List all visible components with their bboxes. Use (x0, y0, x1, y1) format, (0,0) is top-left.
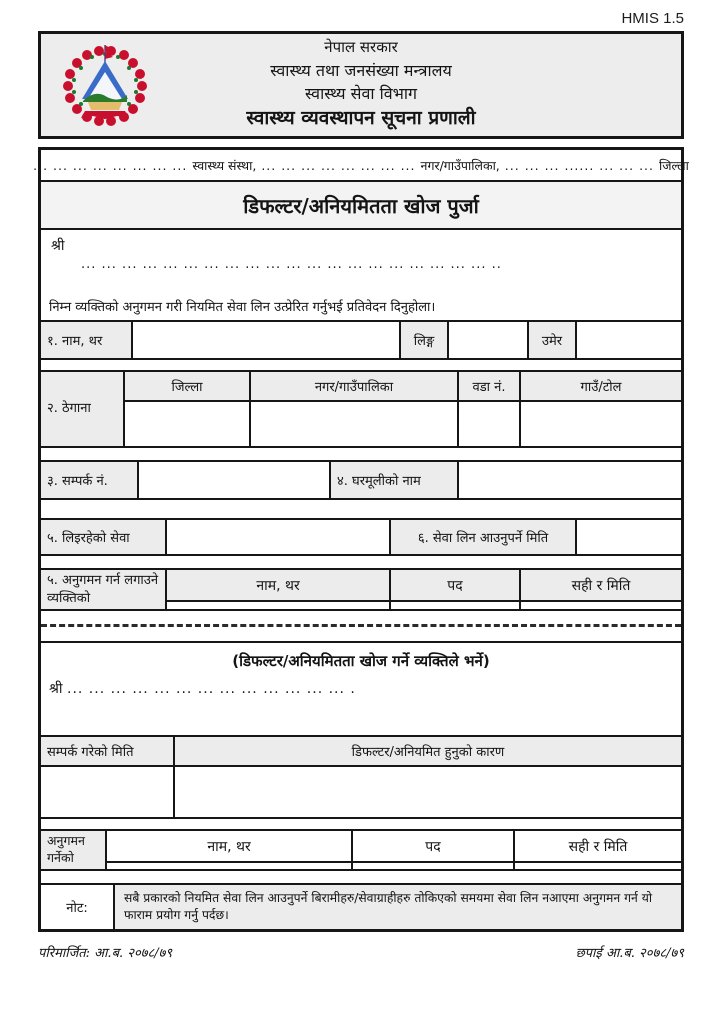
monitor-signature-header: सही र मिति (515, 831, 681, 861)
form-body (33, 147, 689, 932)
contact-number-field[interactable] (139, 462, 331, 498)
assigner-name-header: नाम, थर (167, 570, 391, 600)
footer-revised: परिमार्जित: आ.ब. २०७८/७९ (38, 945, 173, 961)
municipality-blank[interactable]: ... ... ... ... ... ... ... ... (261, 157, 416, 173)
note-row (41, 883, 681, 929)
spacer (41, 871, 681, 883)
address-tole-header: गाउँ/टोल (521, 372, 681, 400)
current-service-label: ५. लिइरहेको सेवा (41, 520, 167, 554)
form-title: डिफल्टर/अनियमितता खोज पुर्जा (41, 182, 681, 230)
page-footer (38, 943, 684, 961)
address-header-row (125, 372, 681, 402)
recipient-name-blank[interactable]: ... ... ... ... ... ... ... ... ... ... ... ... ... ... ... ... ... ... ... ... .. (81, 257, 502, 272)
name-label: १. नाम, थर (41, 322, 133, 358)
recipient-block (41, 230, 681, 322)
household-head-label: ४. घरमूलीको नाम (331, 462, 459, 498)
monitor-position-field[interactable] (353, 863, 515, 869)
address-tole-field[interactable] (521, 402, 681, 446)
monitor-table (41, 829, 681, 871)
assigner-position-field[interactable] (391, 602, 521, 609)
name-field[interactable] (133, 322, 401, 358)
finder-salutation: श्री (49, 681, 63, 698)
doc-code: HMIS 1.5 (621, 10, 684, 27)
address-label: २. ठेगाना (41, 372, 125, 446)
address-input-row (125, 402, 681, 446)
institution-name-blank[interactable]: ... ... ... ... ... ... ... ... (33, 157, 188, 173)
finder-section-heading: (डिफल्टर/अनियमितता खोज गर्ने व्यक्तिले भर्ने) (232, 652, 490, 671)
nepal-emblem-icon (55, 39, 155, 131)
contact-row (41, 460, 681, 500)
finder-section (41, 641, 681, 737)
address-ward-field[interactable] (459, 402, 521, 446)
address-municipality-field[interactable] (251, 402, 459, 446)
assigner-table (41, 568, 681, 611)
contact-number-label: ३. सम्पर्क नं. (41, 462, 139, 498)
finder-salutation-line (49, 679, 681, 698)
assigner-signature-field[interactable] (521, 602, 681, 609)
name-row (41, 322, 681, 360)
contact-result-header-row (41, 737, 681, 765)
reason-label: डिफल्टर/अनियमित हुनुको कारण (175, 737, 681, 765)
spacer (41, 448, 681, 460)
monitoring-instruction: निम्न व्यक्तिको अनुगमन गरी नियमित सेवा लिन उत्प्रेरित गर्नुभई प्रतिवेदन दिनुहोला। (49, 300, 436, 315)
age-field[interactable] (577, 322, 681, 358)
gender-field[interactable] (449, 322, 529, 358)
note-label: नोट: (41, 885, 115, 929)
address-municipality-header: नगर/गाउँपालिका (251, 372, 459, 400)
spacer (41, 360, 681, 370)
footer-printed: छपाई आ.ब. २०७८/७९ (575, 945, 684, 961)
spacer (41, 556, 681, 568)
address-ward-header: वडा नं. (459, 372, 521, 400)
assigner-input-row (167, 602, 681, 609)
assigner-header-row (167, 570, 681, 602)
monitor-label: अनुगमन गर्नेको (41, 831, 107, 869)
letterhead (38, 31, 684, 139)
service-due-date-field[interactable] (577, 520, 681, 554)
municipality-label: नगर/गाउँपालिका, (420, 157, 500, 173)
spacer (41, 819, 681, 829)
reason-field[interactable] (175, 767, 681, 817)
address-district-field[interactable] (125, 402, 251, 446)
contact-date-field[interactable] (41, 767, 175, 817)
department-name: स्वास्थ्य सेवा विभाग (304, 84, 418, 104)
institution-line (33, 150, 689, 182)
gender-label: लिङ्ग (401, 322, 449, 358)
current-service-field[interactable] (167, 520, 391, 554)
household-head-field[interactable] (459, 462, 681, 498)
finder-name-blank[interactable]: ... ... ... ... ... ... ... ... ... ... ... ... ... . (67, 681, 356, 698)
monitor-input-row (107, 863, 681, 869)
contact-date-label: सम्पर्क गरेको मिति (41, 737, 175, 765)
monitor-position-header: पद (353, 831, 515, 861)
address-table (41, 370, 681, 448)
ministry-name: स्वास्थ्य तथा जनसंख्या मन्त्रालय (270, 60, 452, 80)
address-district-header: जिल्ला (125, 372, 251, 400)
govt-name: नेपाल सरकार (324, 38, 398, 57)
district-label: जिल्ला (659, 157, 689, 173)
assigner-label: ५. अनुगमन गर्न लगाउने व्यक्तिको (41, 570, 167, 609)
system-title: स्वास्थ्य व्यवस्थापन सूचना प्रणाली (246, 107, 476, 130)
monitor-name-field[interactable] (107, 863, 353, 869)
assigner-signature-header: सही र मिति (521, 570, 681, 600)
assigner-name-field[interactable] (167, 602, 391, 609)
service-due-date-label: ६. सेवा लिन आउनुपर्ने मिति (391, 520, 577, 554)
monitor-name-header: नाम, थर (107, 831, 353, 861)
service-row (41, 518, 681, 556)
district-blank[interactable]: ... ... ... ...... ... ... ... (504, 157, 654, 173)
monitor-header-row (107, 831, 681, 863)
spacer (41, 500, 681, 518)
monitor-signature-field[interactable] (515, 863, 681, 869)
health-institution-label: स्वास्थ्य संस्था, (192, 157, 257, 173)
tear-off-zone (41, 611, 681, 641)
contact-result-input-row (41, 765, 681, 819)
note-text: सबै प्रकारको नियमित सेवा लिन आउनुपर्ने बिरामीहरु/सेवाग्राहीहरु तोकिएको समयमा सेवा लिन नआएमा अनुगमन गर्न यो फाराम प्रयोग गर्नु पर्दछ। (115, 885, 681, 929)
recipient-salutation: श्री (51, 238, 65, 254)
tear-dashed-line (41, 624, 681, 627)
assigner-position-header: पद (391, 570, 521, 600)
age-label: उमेर (529, 322, 577, 358)
